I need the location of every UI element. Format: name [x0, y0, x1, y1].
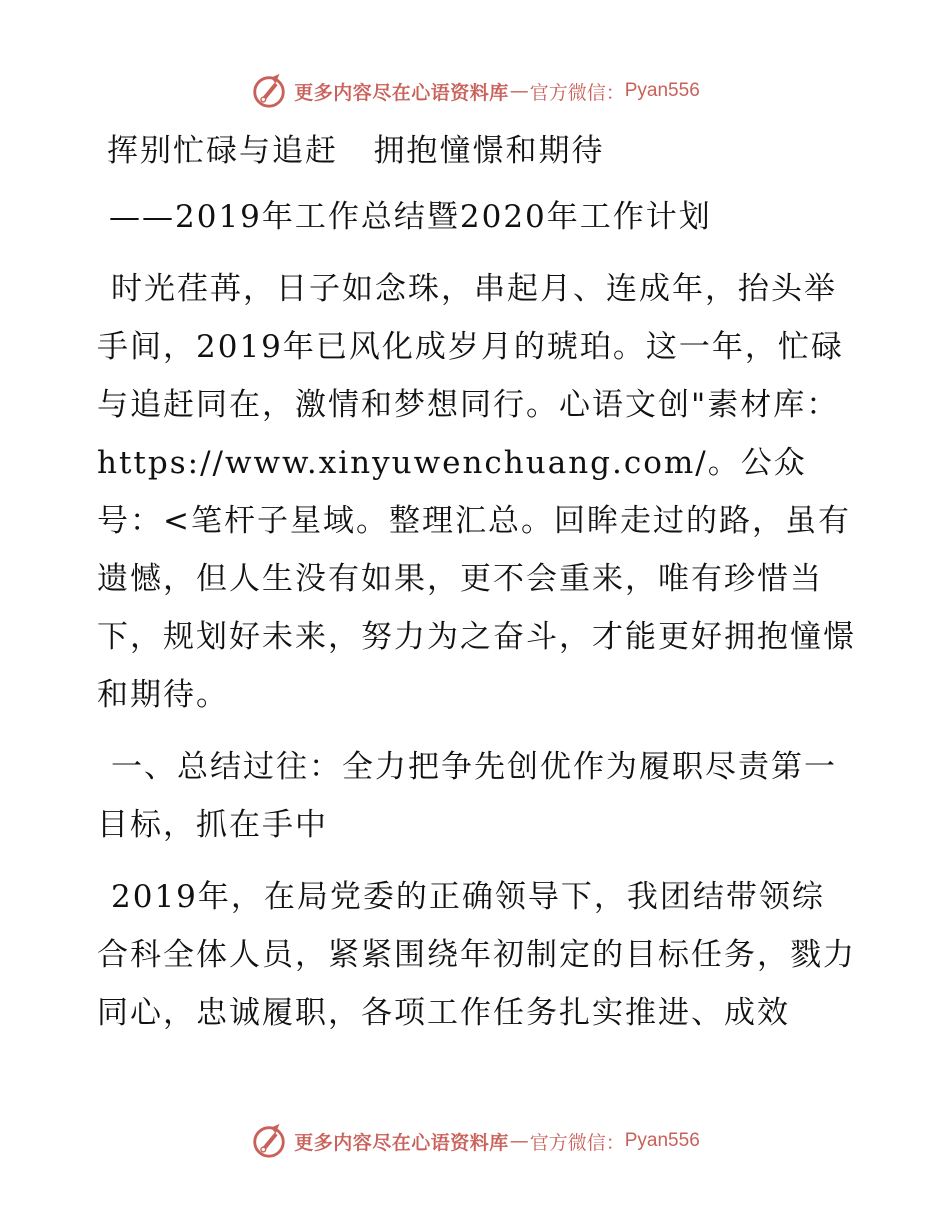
section-heading-1: 一、总结过往：全力把争先创优作为履职尽责第一目标，抓在手中	[97, 749, 837, 843]
header-watermark	[0, 71, 950, 111]
footer-watermark	[0, 1121, 950, 1161]
document-title: 挥别忙碌与追赶 拥抱憧憬和期待	[107, 133, 605, 169]
watermark-wechat-id: Pyan556	[624, 1130, 700, 1151]
document-subtitle: ——2019年工作总结暨2020年工作计划	[109, 199, 712, 235]
watermark-wechat-label: 官方微信：	[529, 1131, 625, 1154]
watermark-wechat-id: Pyan556	[624, 80, 700, 101]
pen-nib-logo-icon	[250, 72, 288, 110]
paragraph-intro: 时光荏苒，日子如念珠，串起月、连成年，抬头举手间，2019年已风化成岁月的琥珀。这一年，忙碌与追赶同在，激情和梦想同行。心语文创"素材库：https://www.xinyuwenchuang.com/。公众号：<笔杆子星域。整理汇总。回眸走过的路，虽有遗憾，但人生没有如果，更不会重来，唯有珍惜当下，规划好未来，努力为之奋斗，才能更好拥抱憧憬和期待。	[97, 271, 856, 713]
watermark-wechat-label: 官方微信：	[529, 81, 625, 104]
paragraph-section-1: 2019年，在局党委的正确领导下，我团结带领综合科全体人员，紧紧围绕年初制定的目标任务，戮力同心，忠诚履职，各项工作任务扎实推进、成效	[97, 879, 856, 1031]
pen-nib-logo-icon	[250, 1122, 288, 1160]
document-body	[97, 122, 857, 1042]
watermark-brand: 更多内容尽在心语资料库	[294, 81, 509, 104]
watermark-separator: —	[509, 80, 529, 102]
watermark-separator: —	[509, 1130, 529, 1152]
watermark-brand: 更多内容尽在心语资料库	[294, 1131, 509, 1154]
